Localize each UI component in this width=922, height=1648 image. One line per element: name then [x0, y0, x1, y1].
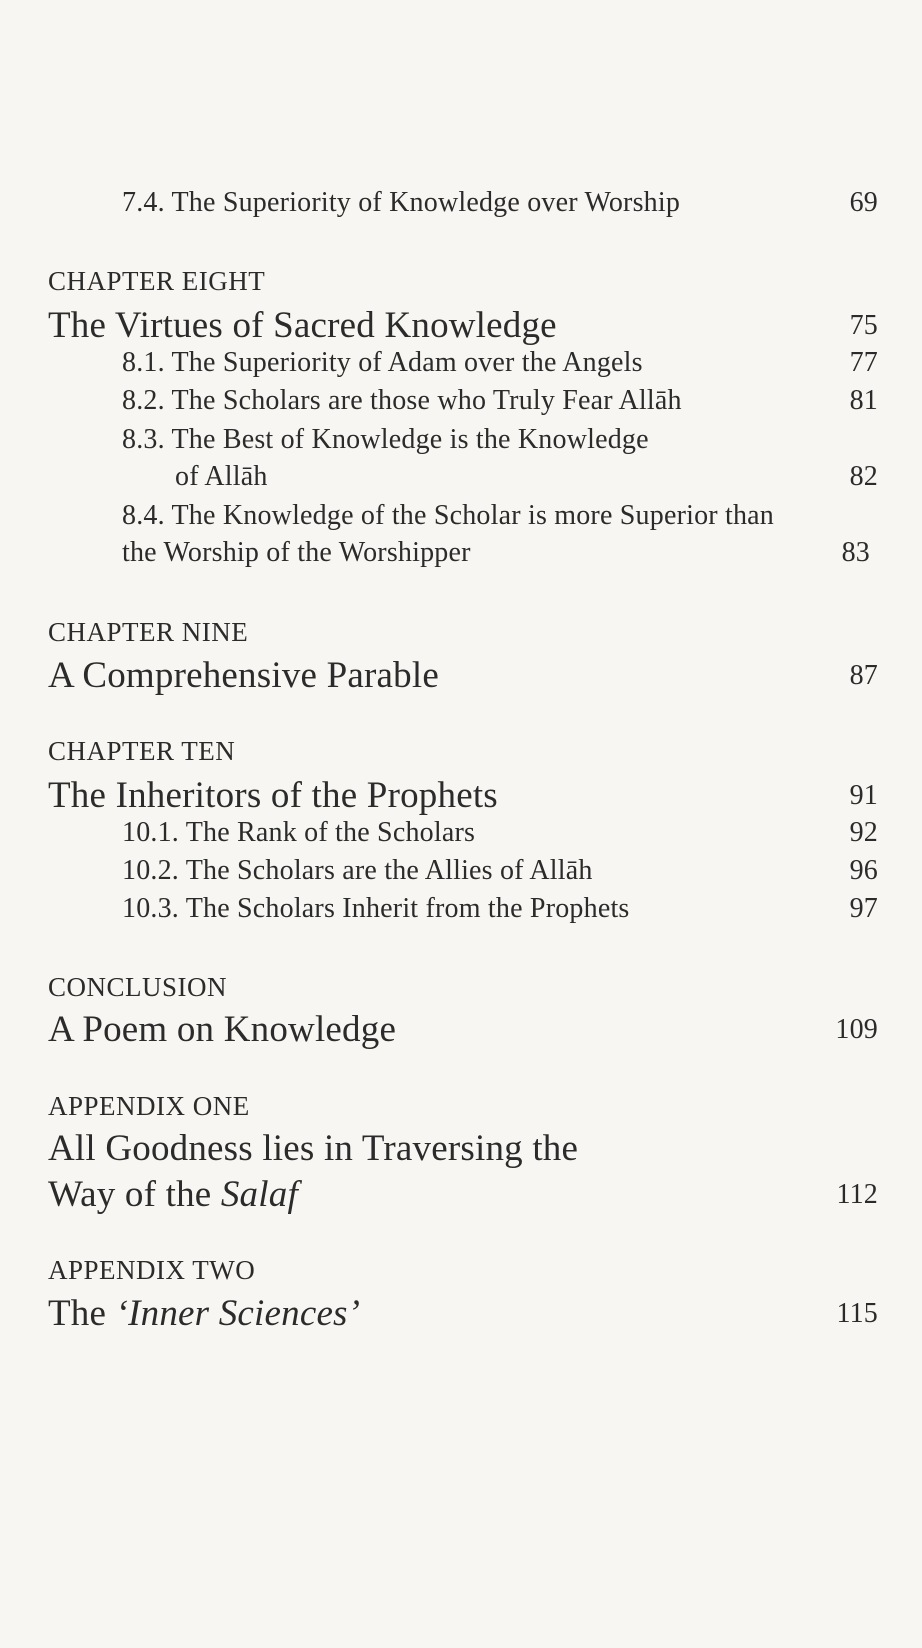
toc-page-number: 92 — [849, 817, 878, 848]
toc-page-number: 109 — [835, 1014, 878, 1045]
toc-entry-label: 8.2. The Scholars are those who Truly Fear Allāh — [122, 385, 682, 416]
toc-entry-label: 10.2. The Scholars are the Allies of Allāh — [122, 855, 593, 886]
toc-page-number: 77 — [849, 347, 878, 378]
toc-entry-label: 8.1. The Superiority of Adam over the Angels — [122, 347, 643, 378]
toc-page-number: 69 — [849, 187, 878, 218]
toc-page-number: 91 — [849, 780, 878, 811]
toc-entry-label-cont: of Allāh — [175, 461, 268, 492]
toc-page-number: 75 — [849, 310, 878, 341]
chapter-title-text: All Goodness lies in Traversing the — [48, 1128, 579, 1169]
chapter-title-text: The Virtues of Sacred Knowledge — [48, 305, 557, 346]
toc-entry-label: 8.4. The Knowledge of the Scholar is more Superior than — [122, 500, 775, 531]
chapter-title-text: Way of the Salaf — [48, 1174, 298, 1215]
toc-entry-label-cont: the Worship of the Worshipper — [122, 537, 471, 568]
toc-entry-label: 7.4. The Superiority of Knowledge over Worship — [122, 187, 681, 218]
toc-page-number: 115 — [836, 1298, 878, 1329]
chapter-title-text: The Inheritors of the Prophets — [48, 775, 498, 816]
chapter-title-text: A Poem on Knowledge — [48, 1009, 397, 1050]
toc-entry-label: 8.3. The Best of Knowledge is the Knowledge — [122, 424, 649, 455]
toc-page: 7.4. The Superiority of Knowledge over Worship 69 CHAPTER EIGHT The Virtues of Sacred Knowledge 75 8.1. The Superiority of Adam over the Angels 77 8.2. The Scholars are those who Truly Fear Allāh 81 8.3. The Best of Knowledge is the Knowledge of Allāh 82 8.4. The Knowledge of the Scholar is more Superior than the Worship of the Worshipper 83 CHAPTER NINE A Comprehensive Parable 87 CHAPTER TEN The Inheritors of the Prophets 91 10.1. The Rank of the Scholars 92 10.2. The Scholars are the Allies of Allāh 96 10.3. The Scholars Inherit from the Prophets 97 CONCLUSION A Poem on Knowledge 109 APPENDIX ONE All Goodness lies in Traversing the Way of the Salaf 112 APPENDIX TWO The ‘Inner Sciences’ 115 — [48, 187, 878, 1334]
chapter-title-text: The ‘Inner Sciences’ — [48, 1293, 361, 1334]
toc-page-number: 112 — [836, 1179, 878, 1210]
italic-term: Salaf — [220, 1174, 298, 1215]
toc-page-number: 83 — [841, 537, 870, 568]
italic-term: ‘Inner Sciences’ — [115, 1293, 361, 1334]
toc-page-number: 82 — [849, 461, 878, 492]
toc-page-number: 87 — [849, 660, 878, 691]
toc-page-number: 97 — [849, 893, 878, 924]
toc-entry-label: 10.3. The Scholars Inherit from the Prophets — [122, 893, 630, 924]
toc-entry-label: 10.1. The Rank of the Scholars — [122, 817, 476, 848]
toc-page-number: 96 — [849, 855, 878, 886]
toc-page-number: 81 — [849, 385, 878, 416]
chapter-title-text: A Comprehensive Parable — [48, 655, 439, 696]
